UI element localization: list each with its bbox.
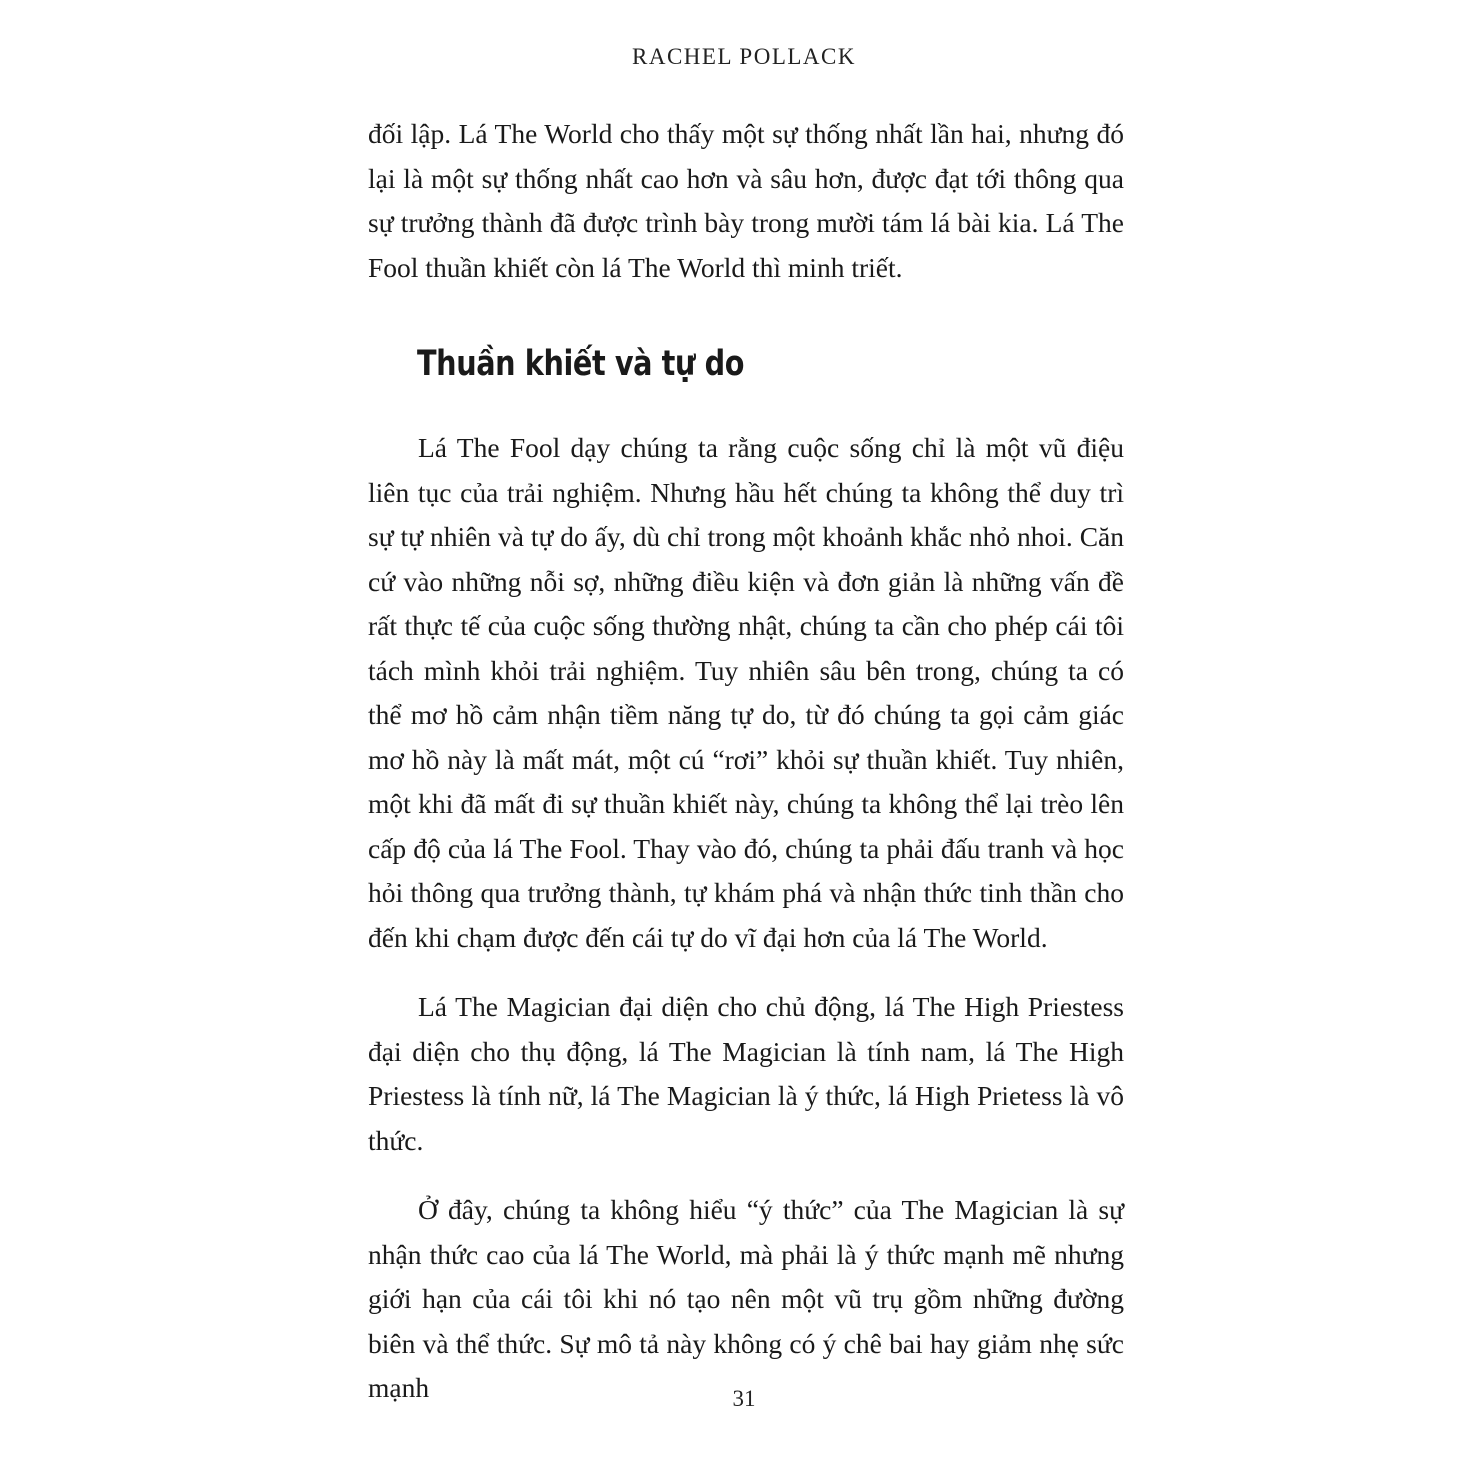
section-heading: Thuần khiết và tự do: [417, 344, 745, 384]
paragraph-3: Ở đây, chúng ta không hiểu “ý thức” của The Magician là sự nhận thức cao của lá The World, mà phải là ý thức mạnh mẽ nhưng giới hạn của cái tôi khi nó tạo nên một vũ trụ gồm những đường biên và thể thức. Sự mô tả này không có ý chê bai hay giảm nhẹ sức mạnh: [368, 1194, 1124, 1403]
running-head: RACHEL POLLACK: [632, 44, 856, 69]
paragraph-2: Lá The Magician đại diện cho chủ động, lá The High Priestess đại diện cho thụ động, lá The Magician là tính nam, lá The High Priestess là tính nữ, lá The Magician là ý thức, lá High Prietess là vô thức.: [368, 991, 1124, 1156]
page-number: 31: [732, 1386, 756, 1411]
paragraph-continued: đối lập. Lá The World cho thấy một sự thống nhất lần hai, nhưng đó lại là một sự thống nhất cao hơn và sâu hơn, được đạt tới thông qua sự trưởng thành đã được trình bày trong mười tám lá bài kia. Lá The Fool thuần khiết còn lá The World thì minh triết.: [368, 118, 1124, 283]
paragraph-1: Lá The Fool dạy chúng ta rằng cuộc sống chỉ là một vũ điệu liên tục của trải nghiệm. Nhưng hầu hết chúng ta không thể duy trì sự tự nhiên và tự do ấy, dù chỉ trong một khoảnh khắc nhỏ nhoi. Căn cứ vào những nỗi sợ, những điều kiện và đơn giản là những vấn đề rất thực tế của cuộc sống thường nhật, chúng ta cần cho phép cái tôi tách mình khỏi trải nghiệm. Tuy nhiên sâu bên trong, chúng ta có thể mơ hồ cảm nhận tiềm năng tự do, từ đó chúng ta gọi cảm giác mơ hồ này là mất mát, một cú “rơi” khỏi sự thuần khiết. Tuy nhiên, một khi đã mất đi sự thuần khiết này, chúng ta không thể lại trèo lên cấp độ của lá The Fool. Thay vào đó, chúng ta phải đấu tranh và học hỏi thông qua trưởng thành, tự khám phá và nhận thức tinh thần cho đến khi chạm được đến cái tự do vĩ đại hơn của lá The World.: [368, 432, 1124, 953]
body-text: [368, 112, 1124, 1411]
